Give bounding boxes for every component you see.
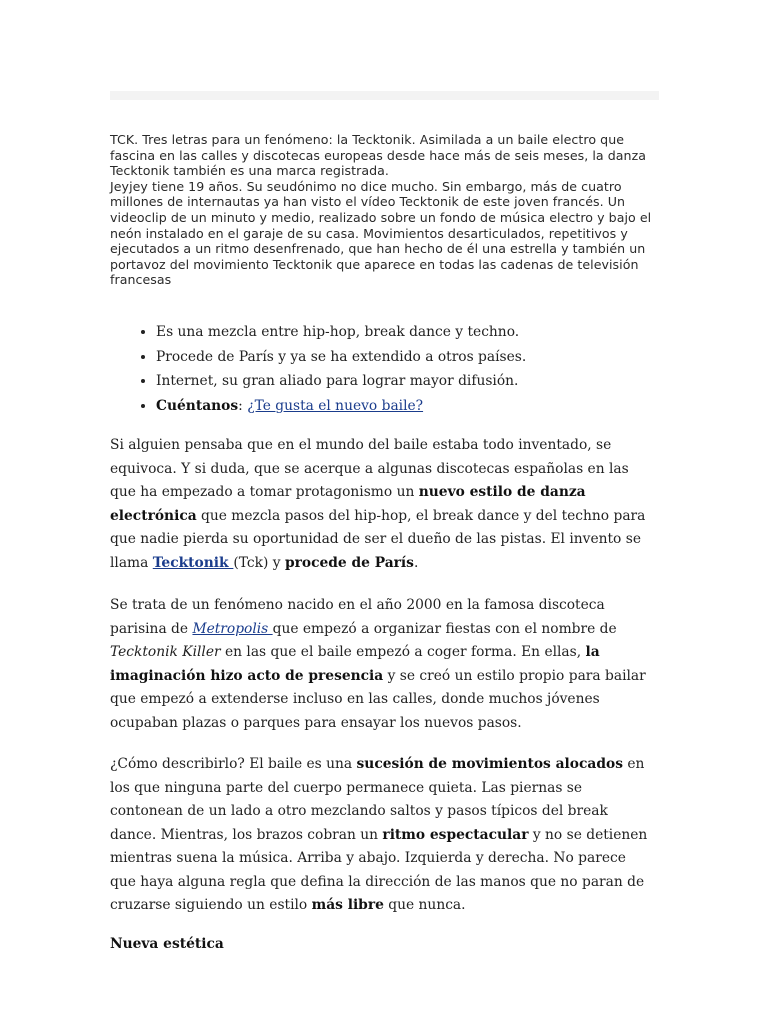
bold-text: más libre (311, 897, 384, 913)
text-span: que mezcla pasos del hip-hop, el break dance y del techno para que nadie pierda su oportunidad de ser el dueño de las pistas. El invento se llama (110, 507, 646, 571)
metropolis-link[interactable]: Metropolis (192, 620, 273, 637)
text-span: y no se detienen mientras suena la música. Arriba y abajo. Izquierda y derecha. No parece que haya alguna regla que defina la dirección de las manos que no paran de cruzarse siguiendo un estilo (110, 826, 648, 913)
text-span: . (413, 554, 419, 571)
text-span: Si alguien pensaba que en el mundo del baile estaba todo inventado, se equivoca. Y si duda, que se acerque a algunas discotecas españolas en las que ha empezado a tomar protagonismo un (110, 437, 629, 500)
top-divider-bar (110, 91, 659, 100)
summary-list (133, 320, 676, 418)
poll-link[interactable]: ¿Te gusta el nuevo baile? (247, 397, 424, 414)
intro-block (110, 132, 660, 288)
text-span: en los que ninguna parte del cuerpo permanece quieta. Las piernas se contonean de un lado a otro mezclando saltos y pasos típicos del break dance. Mientras, los brazos cobran un (110, 756, 645, 843)
tecktonik-link[interactable]: Tecktonik (152, 554, 234, 571)
list-item: • Es una mezcla entre hip-hop, break dance y techno. (156, 320, 676, 345)
list-item: • Procede de París y ya se ha extendido a otros países. (156, 345, 676, 370)
intro-paragraph-1: TCK. Tres letras para un fenómeno: la Tecktonik. Asimilada a un baile electro que fascina en las calles y discotecas europeas desde hace más de seis meses, la danza Tecktonik también es una marca registrada. (110, 132, 647, 179)
cuentanos-label: Cuéntanos (156, 397, 239, 414)
bold-text: ritmo espectacular (382, 826, 529, 843)
text-span: en las que el baile empezó a coger forma. En ellas, (220, 644, 586, 660)
bold-text: la imaginación hizo acto de presencia (110, 644, 600, 684)
text-span: que empezó a organizar fiestas con el nombre de (272, 620, 617, 637)
list-item: • Internet, su gran aliado para lograr mayor difusión. (156, 369, 676, 394)
text-span: Se trata de un fenómeno nacido en el año 2000 en la famosa discoteca parisina de (110, 597, 605, 637)
text-span: ¿Cómo describirlo? El baile es una (110, 756, 357, 772)
paragraph-description (110, 753, 652, 918)
text-span: (Tck) y (233, 554, 285, 571)
paragraph-origin (110, 594, 652, 735)
bold-text: nuevo estilo de danza electrónica (110, 484, 586, 524)
bold-text: procede de París (284, 554, 414, 571)
italic-text: Tecktonik Killer (110, 644, 221, 660)
section-heading: Nueva estética (110, 936, 224, 952)
separator: : (238, 397, 248, 414)
paragraph-intro-dance (110, 434, 652, 575)
list-item (156, 394, 676, 419)
bold-text: sucesión de movimientos alocados (356, 756, 623, 772)
text-span: y se creó un estilo propio para bailar que empezó a extenderse incluso en las calles, donde muchos jóvenes ocupaban plazas o parques para ensayar los nuevos pasos. (110, 667, 646, 731)
text-span: que nunca. (383, 897, 466, 913)
intro-paragraph-2: Jeyjey tiene 19 años. Su seudónimo no dice mucho. Sin embargo, más de cuatro millones de internautas ya han visto el vídeo Tecktonik de este joven francés. Un videoclip de un minuto y medio, realizado sobre un fondo de música electro y bajo el neón instalado en el garaje de su casa. Movimientos desarticulados, repetitivos y ejecutados a un ritmo desenfrenado, que han hecho de él una estrella y también un portavoz del movimiento Tecktonik que aparece en todas las cadenas de televisión francesas (110, 178, 652, 288)
